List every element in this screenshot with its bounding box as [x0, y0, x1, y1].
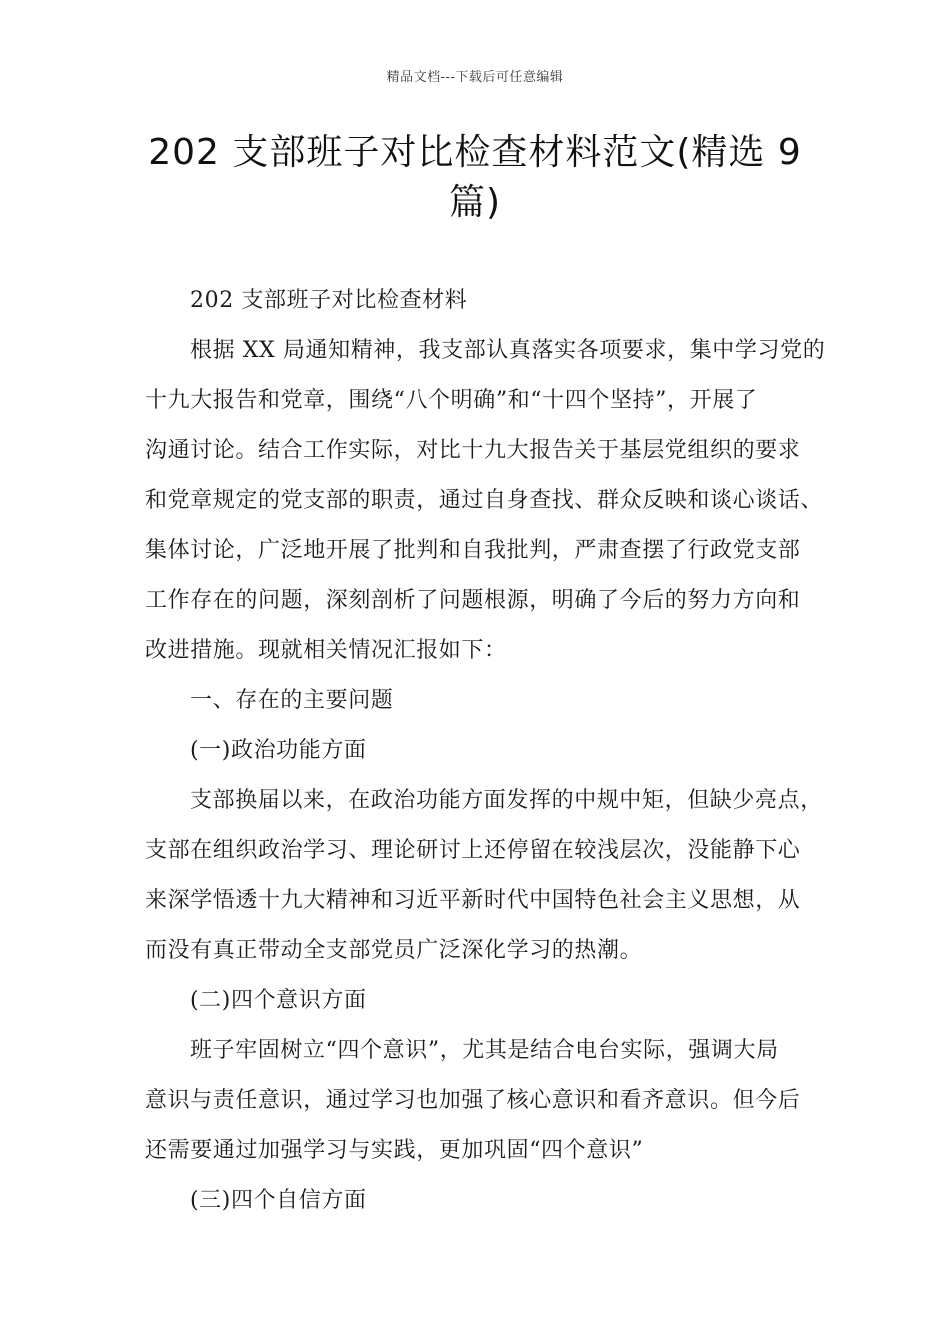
title-line-1: 202 支部班子对比检查材料范文(精选 9 — [148, 132, 802, 173]
section-heading: 202 支部班子对比检查材料 — [190, 288, 468, 313]
paragraph-line: 沟通讨论。结合工作实际，对比十九大报告关于基层党组织的要求 — [145, 438, 801, 463]
paragraph-line: 来深学悟透十九大精神和习近平新时代中国特色社会主义思想，从 — [145, 888, 801, 913]
subsection-heading: (二)四个意识方面 — [190, 988, 367, 1013]
paragraph-line: 意识与责任意识，通过学习也加强了核心意识和看齐意识。但今后 — [145, 1088, 801, 1113]
subsection-heading: (一)政治功能方面 — [190, 738, 367, 763]
document-body — [145, 276, 826, 1226]
paragraph-line: 十九大报告和党章，围绕“八个明确”和“十四个坚持”，开展了 — [145, 388, 758, 413]
paragraph-line: 支部换届以来，在政治功能方面发挥的中规中矩，但缺少亮点， — [190, 788, 823, 813]
paragraph-line: 工作存在的问题，深刻剖析了问题根源，明确了今后的努力方向和 — [145, 588, 801, 613]
paragraph-line: 班子牢固树立“四个意识”，尤其是结合电台实际，强调大局 — [190, 1038, 779, 1063]
title-line-2: 篇) — [448, 182, 502, 223]
paragraph-line: 根据 XX 局通知精神，我支部认真落实各项要求，集中学习党的 — [190, 338, 826, 363]
paragraph-line: 和党章规定的党支部的职责，通过自身查找、群众反映和谈心谈话、 — [145, 488, 824, 513]
paragraph-line: 集体讨论，广泛地开展了批判和自我批判，严肃查摆了行政党支部 — [145, 538, 801, 563]
subsection-heading: (三)四个自信方面 — [190, 1188, 367, 1213]
paragraph-line: 还需要通过加强学习与实践，更加巩固“四个意识” — [145, 1138, 644, 1163]
document-title — [110, 128, 840, 228]
paragraph-line: 而没有真正带动全支部党员广泛深化学习的热潮。 — [145, 938, 643, 963]
header-note: 精品文档---下载后可任意编辑 — [386, 70, 564, 85]
section-heading: 一、存在的主要问题 — [190, 688, 394, 713]
paragraph-line: 改进措施。现就相关情况汇报如下： — [145, 638, 507, 663]
paragraph-line: 支部在组织政治学习、理论研讨上还停留在较浅层次，没能静下心 — [145, 838, 801, 863]
